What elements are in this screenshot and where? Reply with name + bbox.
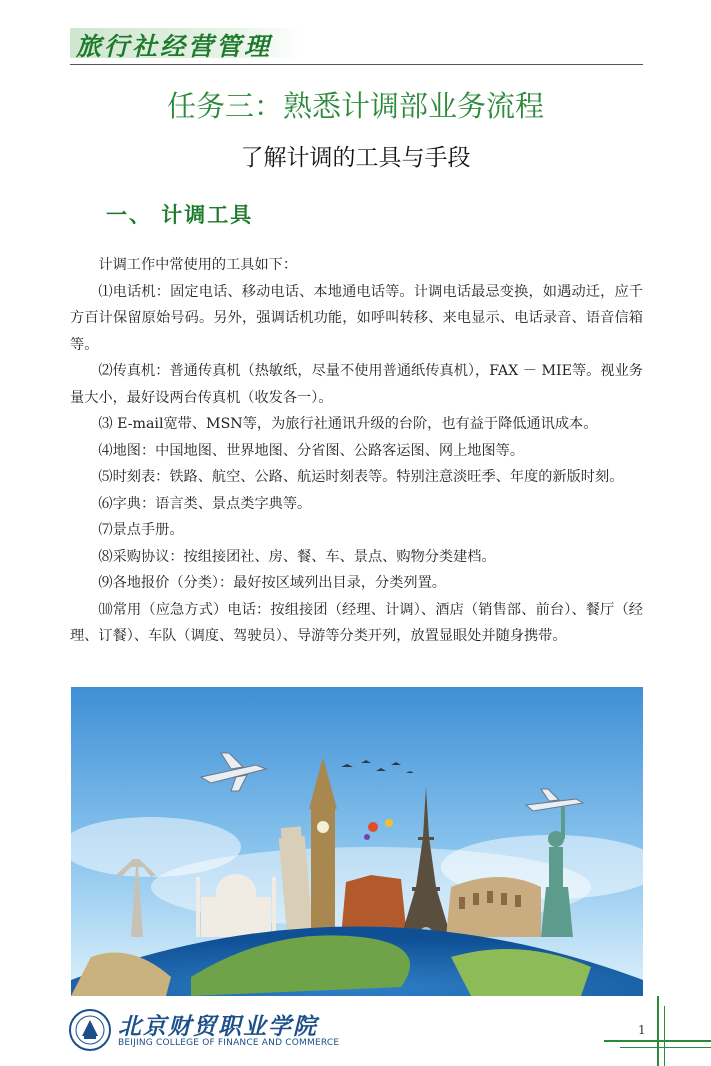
body-text xyxy=(70,252,643,650)
corner-ornament xyxy=(664,1006,665,1066)
header-rule xyxy=(70,64,643,65)
corner-ornament xyxy=(657,996,659,1066)
paragraph-item: ⑶ E-mail宽带、MSN等，为旅行社通讯升级的台阶，也有益于降低通讯成本。 xyxy=(98,416,598,432)
task-title: 任务三：熟悉计调部业务流程 xyxy=(166,89,544,123)
paragraph-item: ⑹字典：语言类、景点类字典等。 xyxy=(98,495,312,512)
section-heading: 一、 计调工具 xyxy=(106,202,254,227)
corner-ornament xyxy=(604,1040,711,1042)
book-title: 旅行社经营管理 xyxy=(76,32,273,61)
school-name-en: BEIJING COLLEGE OF FINANCE AND COMMERCE xyxy=(118,1038,340,1048)
paragraph-item: ⑻采购协议：按组接团社、房、餐、车、景点、购物分类建档。 xyxy=(98,548,496,565)
page-number: 1 xyxy=(638,1023,646,1037)
paragraph-item: ⑺景点手册。 xyxy=(98,522,184,538)
sub-title: 了解计调的工具与手段 xyxy=(240,145,471,171)
paragraph-item: ⑸时刻表：铁路、航空、公路、航运时刻表等。特别注意淡旺季、年度的新版时刻。 xyxy=(98,469,624,485)
paragraph-item: ⑽常用（应急方式）电话：按组接团（经理、计调）、酒店（销售部、前台）、餐厅（经理、订餐）、车队（调度、驾驶员）、导游等分类开列，放置显眼处并随身携带。 xyxy=(70,601,643,644)
school-name-cn: 北京财贸职业学院 xyxy=(118,1013,318,1040)
travel-landmarks-photo xyxy=(71,687,643,996)
paragraph-item: ⑴电话机：固定电话、移动电话、本地通电话等。计调电话最忌变换，如遇动迁，应千方百计保留原始号码。另外，强调话机功能，如呼叫转移、来电显示、电话录音、语音信箱等。 xyxy=(70,283,643,353)
corner-ornament xyxy=(620,1047,711,1048)
college-emblem-icon xyxy=(68,1008,112,1052)
paragraph-item: ⑼各地报价（分类）：最好按区域列出目录，分类列置。 xyxy=(98,575,446,591)
paragraph-intro: 计调工作中常使用的工具如下： xyxy=(98,257,298,273)
paragraph-item: ⑷地图：中国地图、世界地图、分省图、公路客运图、网上地图等。 xyxy=(98,442,525,459)
paragraph-item: ⑵传真机：普通传真机（热敏纸，尽量不使用普通纸传真机），FAX － MIE等。视业务量大小，最好设两台传真机（收发各一）。 xyxy=(70,363,643,406)
